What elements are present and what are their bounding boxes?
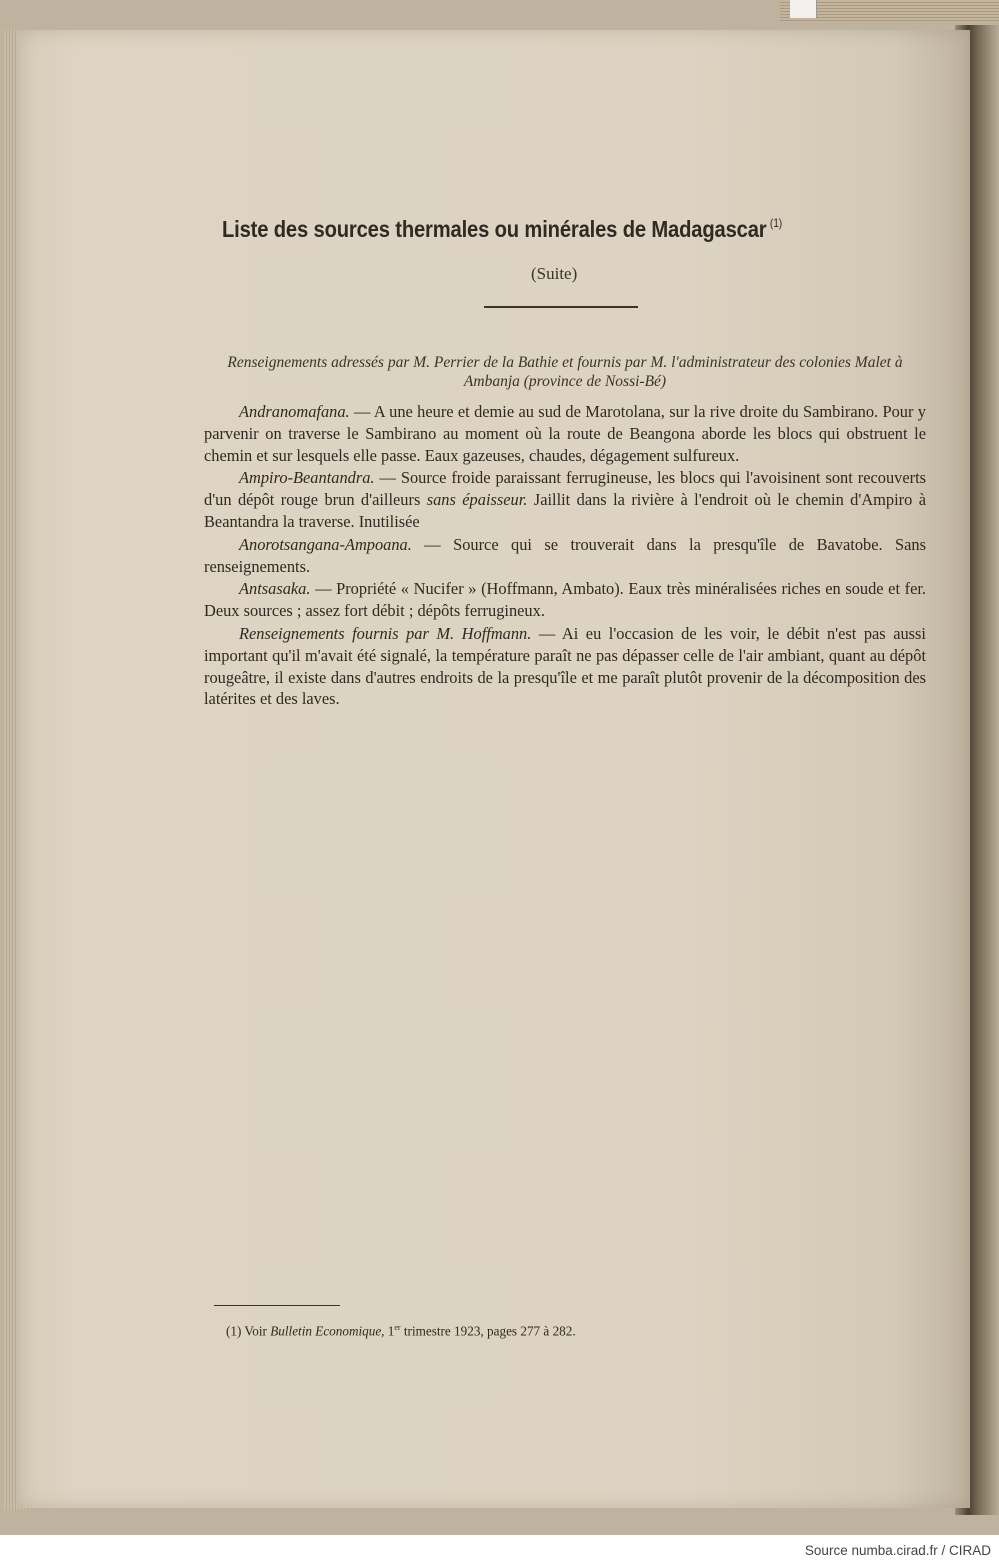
footnote-marker: (1) Voir (226, 1323, 271, 1339)
footnote-publication: Bulletin Economique, (270, 1323, 385, 1339)
footnote (226, 1323, 576, 1339)
footnote-rest: trimestre 1923, pages 277 à 282. (400, 1323, 576, 1339)
page-subtitle: (Suite) (531, 264, 578, 283)
entry-name: Renseignements fournis par M. Hoffmann. (239, 623, 532, 643)
entry-paragraph (204, 467, 926, 532)
entry-paragraph (204, 534, 926, 578)
entry-paragraph (204, 623, 926, 710)
entry-text: — Propriété « Nucifer » (Hoffmann, Ambato). Eaux très minéralisées riches en soude et fer. Deux sources ; assez fort débit ; dépôts ferrugineux. (204, 579, 926, 621)
entry-text: — Source froide paraissant ferrugineuse, les blocs qui l'avoisinent sont recouverts d'un dépôt rouge brun d'ailleurs (204, 468, 926, 510)
top-insert-card (790, 0, 817, 18)
entry-name: Ampiro-Beantandra. (239, 468, 375, 488)
page-title (222, 216, 782, 243)
entry-text-italic: sans épaisseur. (426, 490, 528, 510)
entry-paragraph (204, 401, 926, 466)
entry-text: Jaillit dans la rivière à l'endroit où le chemin d'Ampiro à Beantandra la traverse. Inutilisée (204, 490, 926, 531)
entry-paragraph (204, 578, 926, 622)
entry-text: — Ai eu l'occasion de les voir, le débit n'est pas aussi important qu'il m'avait été signalé, la température paraît ne pas dépasser celle de l'air ambiant, quant au dépôt rougeâtre, il existe dans d'autres endroits de la presqu'île et me paraît plutôt provenir de la décomposition des latérites et des laves. (204, 623, 926, 709)
article-body (204, 353, 926, 710)
scanned-page (18, 30, 970, 1508)
title-text: Liste des sources thermales ou minérales de Madagascar (222, 216, 767, 242)
title-note-ref: (1) (769, 216, 783, 230)
footnote-ordinal: 1 (387, 1323, 395, 1339)
footnote-ordinal-sup: er (394, 1323, 401, 1332)
entry-text: — A une heure et demie au sud de Marotolana, sur la rive droite du Sambirano. Pour y parvenir on traverse le Sambirano au moment où la route de Beangona aborde les blocs qui obstruent le chemin et sur lesquels elle passe. Eaux gazeuses, chaudes, dégagement sulfureux. (204, 402, 926, 465)
entry-name: Andranomafana. (239, 402, 350, 421)
title-rule (484, 306, 638, 308)
entry-name: Anorotsangana-Ampoana. (239, 534, 412, 554)
source-credit: Source numba.cirad.fr / CIRAD (804, 1543, 991, 1558)
entry-text: — Source qui se trouverait dans la presqu'île de Bavatobe. Sans renseignements. (204, 534, 926, 576)
entry-name: Antsasaka. (239, 579, 311, 599)
intro-paragraph: Renseignements adressés par M. Perrier de la Bathie et fournis par M. l'administrateur des colonies Malet à Ambanja (province de Nossi-Bé) (227, 354, 903, 390)
footnote-rule (214, 1305, 340, 1306)
